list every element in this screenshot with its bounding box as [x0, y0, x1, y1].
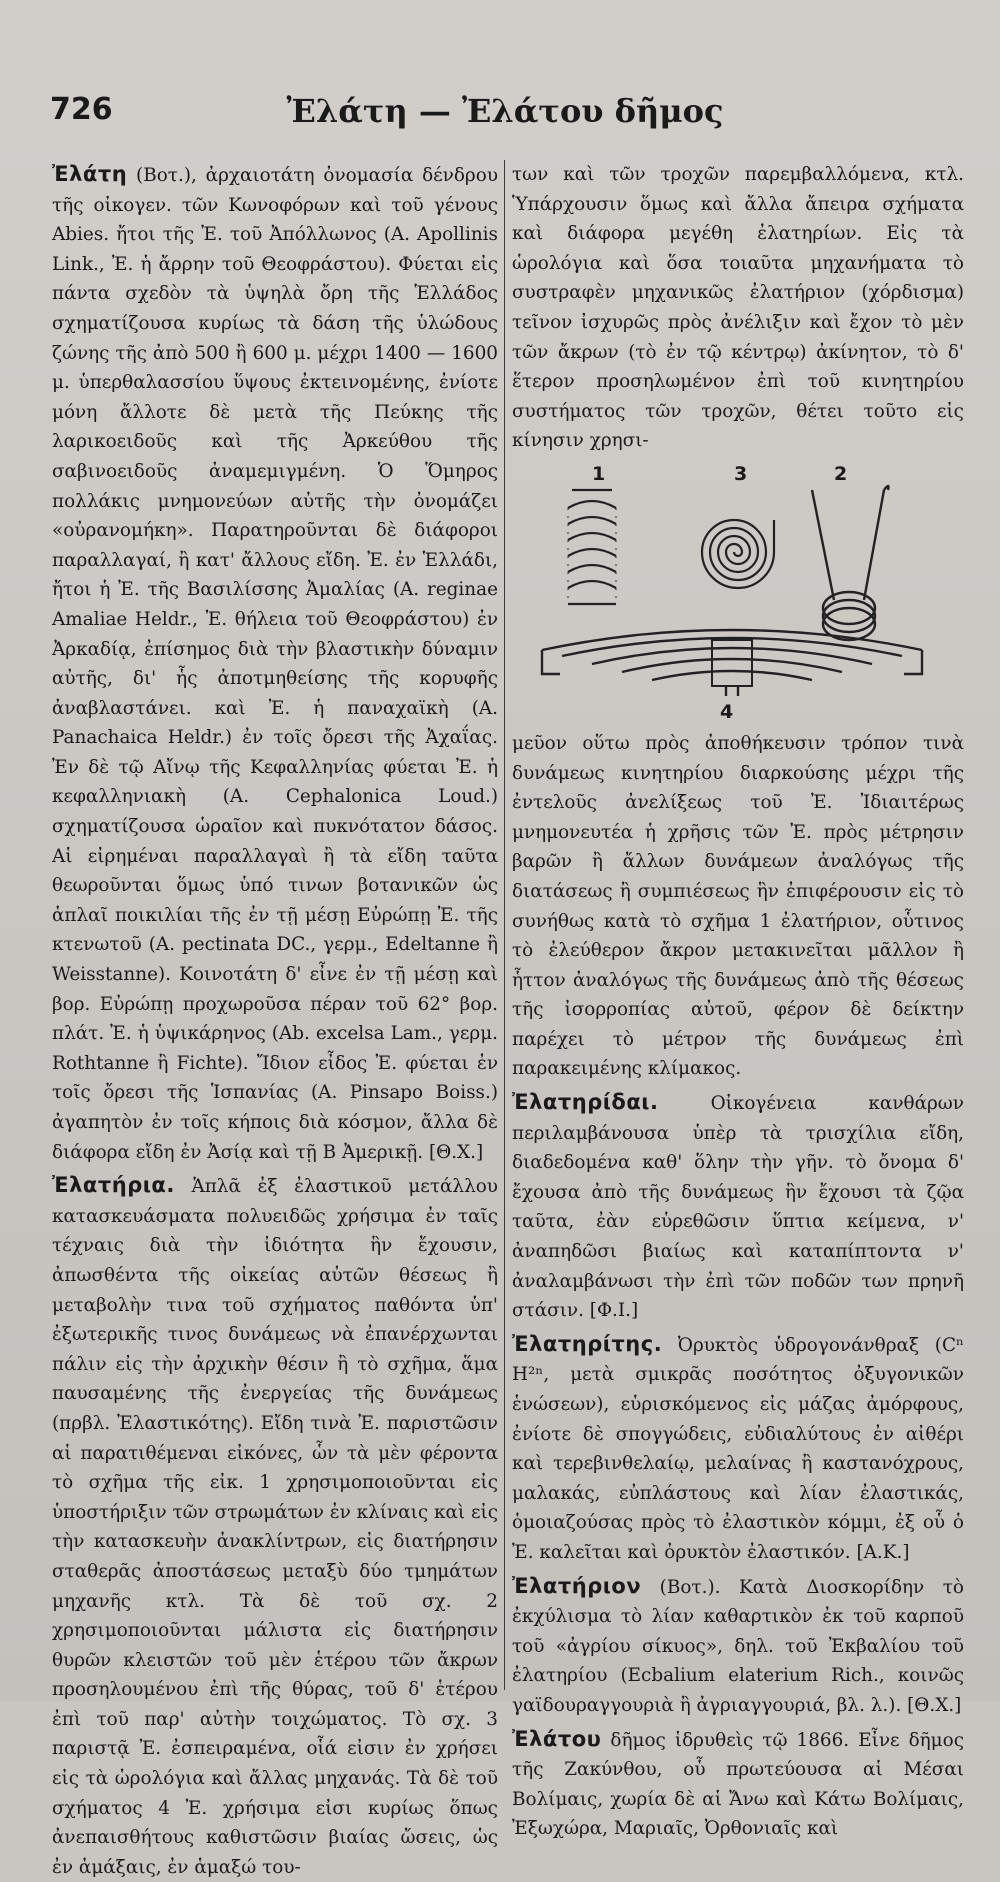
- entry-text-elati: (Βοτ.), ἀρχαιοτάτη ὀνομασία δένδρου τῆς οἰκογεν. τῶν Κωνοφόρων καὶ τοῦ γένους Abies. ἤτοι τῆς Ἐ. τοῦ Ἀπόλλωνος (A. Apollinis Link., Ἐ. ἡ ἄρρην τοῦ Θεοφράστου). Φύεται εἰς πάντα σχεδὸν τὰ ὑψηλὰ ὄρη τῆς Ἑλλάδος σχηματίζουσα κυρίως τὰ δάση τῆς ὑλώδους ζώνης τῆς ἀπὸ 500 ἢ 600 μ. μέχρι 1400 — 1600 μ. ὑπερθαλασσίου ὕψους ἐκτεινομένης, ἐνίοτε μόνη ἄλλοτε δὲ μετὰ τῆς Πεύκης τῆς λαρικοειδοῦς καὶ τῆς Ἀρκεύθου τῆς σαβινοειδοῦς ἀναμεμιγμένη. Ὁ Ὅμηρος πολλάκις μνημονεύων αὐτῆς τὴν ὀνομάζει «οὐρανομήκη». Παρατηροῦνται δὲ διάφοροι παραλλαγαί, ἢ κατ' ἄλλους εἴδη. Ἐ. ἐν Ἑλλάδι, ἤτοι ἡ Ἐ. τῆς Βασιλίσσης Ἀμαλίας (A. reginae Amaliae Heldr., Ἐ. θήλεια τοῦ Θεοφράστου) ἐν Ἀρκαδίᾳ, ἐπίσημος διὰ τὴν βλαστικὴν δύναμιν αὐτῆς, δι' ἧς ἀποτμηθείσης τῆς κορυφῆς ἀναβλαστάνει. καὶ Ἐ. ἡ παναχαϊκὴ (A. Panachaica Heldr.) ἐν τοῖς ὄρεσι τῆς Ἀχαΐας. Ἐν δὲ τῷ Αἴνῳ τῆς Κεφαλληνίας φύεται Ἐ. ἡ κεφαλληνιακὴ (A. Cephalonica Loud.) σχηματίζουσα ὡραῖον καὶ πυκνότατον δάσος. Αἱ εἰρημέναι παραλλαγαὶ ἢ τὰ εἴδη ταῦτα θεωροῦνται ὅμως ὑπό τινων βοτανικῶν ὡς ἁπλαῖ ποικιλίαι τῆς ἐν τῇ μέσῃ Εὐρώπῃ Ἐ. τῆς κτενωτοῦ (A. pectinata DC., γερμ., Edeltanne ἢ Weisstanne). Κοινοτάτη δ' εἶνε ἐν τῇ μέσῃ καὶ βορ. Εὐρώπῃ προχωροῦσα πέραν τοῦ 62° βορ. πλάτ. Ἐ. ἡ ὑψικάρηνος (Ab. excelsa Lam., γερμ. Rothtanne ἢ Fichte). Ἴδιον εἶδος Ἐ. φύεται ἐν τοῖς ὄρεσι τῆς Ἱσπανίας (A. Pinsapo Boiss.) ἀγαπητὸν ἐν τοῖς κήποις διὰ κόσμον, ἄλλα δὲ διάφορα εἴδη ἐν Ἀσίᾳ καὶ τῇ Β Ἀμερικῇ. [Θ.Χ.]: [52, 165, 498, 1163]
- headword-elatirion: Ἐλατήριον: [512, 1573, 642, 1598]
- torsion-spring-2: [812, 486, 889, 640]
- figure-label-2: 2: [834, 462, 848, 485]
- figure-label-3: 3: [734, 462, 748, 485]
- entry-elatiria: [52, 1171, 498, 1882]
- entry-elatirion: [512, 1572, 964, 1721]
- figure-label-1: 1: [592, 462, 606, 485]
- right-column: [512, 160, 964, 1844]
- spiral-spring-3: [702, 520, 774, 588]
- springs-illustration: [512, 460, 964, 700]
- entry-text-elatiritis: Ὀρυκτὸς ὑδρογονάνθραξ (Cⁿ H²ⁿ, μετὰ σμικρᾶς ποσότητος ὀξυγονικῶν ἑνώσεων), εὑρισκόμενος εἰς μάζας ἀμόρφους, ἐνίοτε δὲ σπογγώδεις, εὐδιαλύτους ἐν αἰθέρι καὶ τερεβινθελαίῳ, μελαίνας ἢ καστανόχρους, μαλακάς, εὐπλάστους καὶ λίαν ἐλαστικάς, ὁμοιαζούσας πρὸς τὸ ἐλαστικὸν κόμμι, ἐξ οὗ ὁ Ἐ. καλεῖται καὶ ὀρυκτὸν ἐλαστικόν. [Α.Κ.]: [512, 1334, 964, 1563]
- entry-continuation-top: των καὶ τῶν τροχῶν παρεμβαλλόμενα, κτλ. Ὑπάρχουσιν ὅμως καὶ ἄλλα ἄπειρα σχήματα καὶ διάφορα μεγέθη ἐλατηρίων. Εἰς τὰ ὡρολόγια καὶ ὅσα τοιαῦτα μηχανήματα τὸ συστραφὲν μηχανικῶς ἐλατήριον (χόρδισμα) τεῖνον ἰσχυρῶς πρὸς ἀνέλιξιν καὶ ἔχον τὸ μὲν τῶν ἄκρων (τὸ ἐν τῷ κέντρῳ) ἀκίνητον, τὸ δ' ἕτερον προσηλωμένον ἐπὶ τοῦ κινητηρίου συστήματος τῶν τροχῶν, θέτει τοῦτο εἰς κίνησιν χρησι-: [512, 164, 964, 452]
- left-column: [52, 160, 498, 1882]
- entry-elatou: [512, 1725, 964, 1844]
- column-divider: [504, 160, 505, 1690]
- figure-label-4: 4: [720, 700, 734, 723]
- headword-elatou: Ἐλάτου: [512, 1726, 602, 1751]
- headword-elatiritis: Ἐλατηρίτης.: [512, 1331, 663, 1356]
- entry-continuation-bottom: μεῦον οὕτω πρὸς ἀποθήκευσιν τρόπον τινὰ δυνάμεως κινητηρίου διαρκούσης μέχρι τῆς ἐντελοῦς ἀνελίξεως τοῦ Ἐ. Ἰδιαιτέρως μνημονευτέα ἡ χρῆσις τῶν Ἐ. πρὸς μέτρησιν βαρῶν ἢ ἄλλων δυνάμεων ἀναλόγως τῆς διατάσεως ἢ συμπιέσεως ἣν ἐπιφέρουσιν εἰς τὸ συνήθως κατὰ τὸ σχῆμα 1 ἐλατήριον, οὗτινος τὸ ἐλεύθερον ἄκρον μετακινεῖται μᾶλλον ἢ ἧττον ἀναλόγως τῆς δυνάμεως ἀπὸ τῆς θέσεως τῆς ἰσορροπίας αὐτοῦ, φέρον δὲ δείκτην παρέχει τὸ μέτρον τῆς δυνάμεως ἐπὶ παρακειμένης κλίμακος.: [512, 732, 964, 1080]
- entry-elati: [52, 160, 498, 1167]
- entry-elatiritis: [512, 1330, 964, 1568]
- headword-elatiria: Ἐλατήρια.: [52, 1173, 175, 1198]
- coil-spring-1: [568, 490, 616, 604]
- page-number: 726: [50, 92, 113, 127]
- entry-text-elatirion: (Βοτ.). Κατὰ Διοσκορίδην τὸ ἐκχύλισμα τὸ λίαν καθαρτικὸν ἐκ τοῦ καρποῦ τοῦ «ἀγρίου σίκυος», δηλ. τοῦ Ἐκβαλίου τοῦ ἐλατηρίου (Ecbalium elaterium Rich., κοινῶς γαϊδουραγγουριὰ ἢ ἀγριαγγουριά, βλ. λ.). [Θ.Χ.]: [512, 1576, 964, 1716]
- leaf-spring-4: [542, 630, 922, 696]
- headword-elati: Ἐλάτη: [52, 162, 128, 186]
- headword-elatiridai: Ἐλατηρίδαι.: [512, 1090, 659, 1115]
- entry-elatiridai: [512, 1088, 964, 1326]
- page-header: [50, 92, 960, 132]
- entry-text-elatou: δῆμος ἱδρυθεὶς τῷ 1866. Εἶνε δῆμος τῆς Ζακύνθου, οὗ πρωτεύουσα αἱ Μέσαι Βολίμαις, χωρία δὲ αἱ Ἄνω καὶ Κάτω Βολίμαις, Ἐξωχώρα, Μαριαῖς, Ὀρθονιαῖς καὶ: [512, 1729, 964, 1840]
- running-head: Ἐλάτη — Ἐλάτου δῆμος: [286, 92, 724, 130]
- entry-text-elatiridai: Οἰκογένεια κανθάρων περιλαμβάνουσα ὑπὲρ τὰ τρισχίλια εἴδη, διαδεδομένα καθ' ὅλην τὴν γῆν. τὸ ὄνομα δ' ἔχουσα ἀπὸ τῆς δυνάμεως ἣν ἔχουσι τὰ ζῷα ταῦτα, ἐὰν εὑρεθῶσιν ὕπτια κείμενα, ν' ἀναπηδῶσι βιαίως καὶ καταπίπτοντα ν' ἀναλαμβάνωσι τὴν ἐπὶ τῶν ποδῶν των πρηνῆ στάσιν. [Φ.Ι.]: [512, 1093, 964, 1322]
- entry-text-elatiria: Ἁπλᾶ ἐξ ἐλαστικοῦ μετάλλου κατασκευάσματα πολυειδῶς χρήσιμα ἐν ταῖς τέχναις διὰ τὴν ἰδιότητα ἣν ἔχουσιν, ἀπωσθέντα τῆς οἰκείας αὐτῶν θέσεως ἢ μεταβολὴν τινα τοῦ σχήματος παθόντα ὑπ' ἐξωτερικῆς τινος δυνάμεως νὰ ἐπανέρχωνται πάλιν εἰς τὴν ἀρχικὴν θέσιν ἢ τὸ σχῆμα, ἅμα παυσαμένης τῆς ἐνεργείας τῆς δυνάμεως (πρβλ. Ἐλαστικότης). Εἴδη τινὰ Ἐ. παριστῶσιν αἱ παρατιθέμεναι εἰκόνες, ὧν τὰ μὲν φέροντα τὸ σχῆμα τῆς εἰκ. 1 χρησιμοποιοῦνται εἰς ὑποστήριξιν τῶν στρωμάτων ἐν κλίναις καὶ εἰς τὴν κατασκευὴν ἀνακλίντρων, εἰς διατήρησιν σταθερᾶς ἀποστάσεως μεταξὺ δύο τμημάτων μηχανῆς κτλ. Τὰ δὲ τοῦ σχ. 2 χρησιμοποιοῦνται μάλιστα εἰς διατήρησιν θυρῶν κλειστῶν τοῦ μὲν ἑτέρου τῶν ἄκρων προσηλουμένου ἐπὶ τῆς θύρας, τοῦ δ' ἑτέρου ἐπὶ τοῦ παρ' αὐτὴν τοιχώματος. Τὸ σχ. 3 παριστᾷ Ἐ. ἐσπειραμένα, οἷά εἰσιν ἐν χρήσει εἰς τὰ ὡρολόγια καὶ ἄλλας μηχανάς. Τὰ δὲ τοῦ σχήματος 4 Ἐ. χρήσιμα εἰσι κυρίως ὅπως ἀνεπαισθήτους καθιστῶσιν βιαίας ὤσεις, ὡς ἐν ἁμάξαις, ἐν ἁμαξώ του-: [52, 1176, 498, 1878]
- springs-figure: [512, 460, 964, 725]
